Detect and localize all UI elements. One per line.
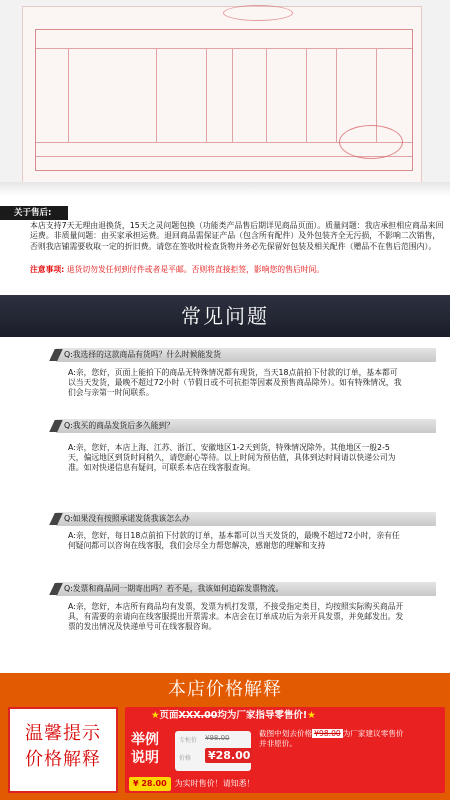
faq-answer: A:亲，您好，本店上海、江苏、浙江、安徽地区1-2天到货，特殊情况除外。其他地区一般2-5天，偏远地区到货时间稍久，请您耐心等待。以上时间为预估值，具体到达时间请以快递公司为准。如对快递信息有疑问，可联系本店在线客服查询。 <box>68 443 396 472</box>
notice-text: 退货切勿发任何到付件或者是平邮。否则将直接拒签，影响您的售后时间。 <box>66 265 325 274</box>
faq-answer: A:亲，您好，本店所有商品均有发票，发票为机打发票，不接受指定类目，均按照实际购买商品开具，有需要的亲请向在线客服提出开票需求。本店会在订单成功后为亲开具发票，并免邮发出。发票的发出情况及快递单号可在线客服咨询。 <box>68 602 404 631</box>
price-example-card <box>175 731 251 771</box>
actual-price-pill: ¥ 28.00 <box>129 777 171 791</box>
invoice-sample-image <box>0 0 450 196</box>
example-label: 举例 说明 <box>131 732 159 766</box>
card-label: 价格 <box>179 755 192 762</box>
card-label: 专柜价 <box>179 737 198 744</box>
price-desc: 截图中划去价格 ¥98.00 为厂家建议零售价 <box>259 729 404 738</box>
faq-banner: 常见问题 <box>0 295 450 337</box>
star-icon: ★ <box>151 710 160 721</box>
invoice-seal-top <box>223 5 293 21</box>
after-sale-text: 本店支持7天无理由退换货，15天之灵问题包换（功能类产品售后期详见商品页面）。质量问题：我店承担相应商品来回运费。非质量问题：由买家承担运费。退回商品需保证产品（包含所有配件）及外包装齐全无污损，不影响二次销售，否则我店铺需要收取一定的折旧费。请您在签收时检查货物并务必先保留好包装及相关配件（赠品不在售后范围内）。 <box>30 221 444 251</box>
struck-price: XXX.00 <box>178 710 218 721</box>
price-desc: 并非原价。 <box>259 739 297 748</box>
star-icon: ★ <box>307 710 316 721</box>
after-sale-label: 关于售后: <box>0 206 68 220</box>
price-bottom-note: ¥ 28.00 为实时售价！请知悉！ <box>129 777 441 791</box>
price-panel <box>125 707 445 793</box>
price-title: 本店价格解释 <box>168 679 282 700</box>
card-old-price: ¥98.00 <box>205 734 230 742</box>
card-new-price: ¥28.00 <box>205 748 253 763</box>
faq-answer: A:亲，您好，页面上能拍下的商品无特殊情况都有现货，当天18点前拍下付款的订单，基本都可以当天发货，最晚不超过72小时（节假日或不可抗拒等因素及预售商品除外）。如有特殊情况，我们会与亲第一时间联系。 <box>68 368 402 397</box>
faq-question: Q:我选择的这款商品有货吗？什么时候能发货 <box>56 348 436 362</box>
invoice-seal <box>339 125 403 159</box>
tips-line: 价格解释 <box>25 749 101 770</box>
price-explanation-section <box>0 673 450 800</box>
faq-question: Q:我买的商品发货后多久能到？ <box>56 419 436 433</box>
faq-question: Q:发票和商品同一期寄出吗？若不是，我该如何追踪发票物流。 <box>56 582 436 596</box>
tips-box <box>8 707 118 793</box>
tips-line: 温馨提示 <box>25 723 101 744</box>
price-headline: ★页面XXX.00均为厂家指导零售价!★ <box>151 710 316 721</box>
faq-answer: A:亲，您好，每日18点前拍下付款的订单，基本都可以当天发货的，最晚不超过72小时，亲有任何疑问都可以咨询在线客服，我们会尽全力帮您解决，感谢您的理解和支持 <box>68 531 400 550</box>
notice-label: 注意事项: <box>30 265 65 274</box>
faq-question: Q:如果没有按照承诺发货我该怎么办 <box>56 512 436 526</box>
notice <box>30 264 446 275</box>
invoice-paper <box>22 6 422 184</box>
